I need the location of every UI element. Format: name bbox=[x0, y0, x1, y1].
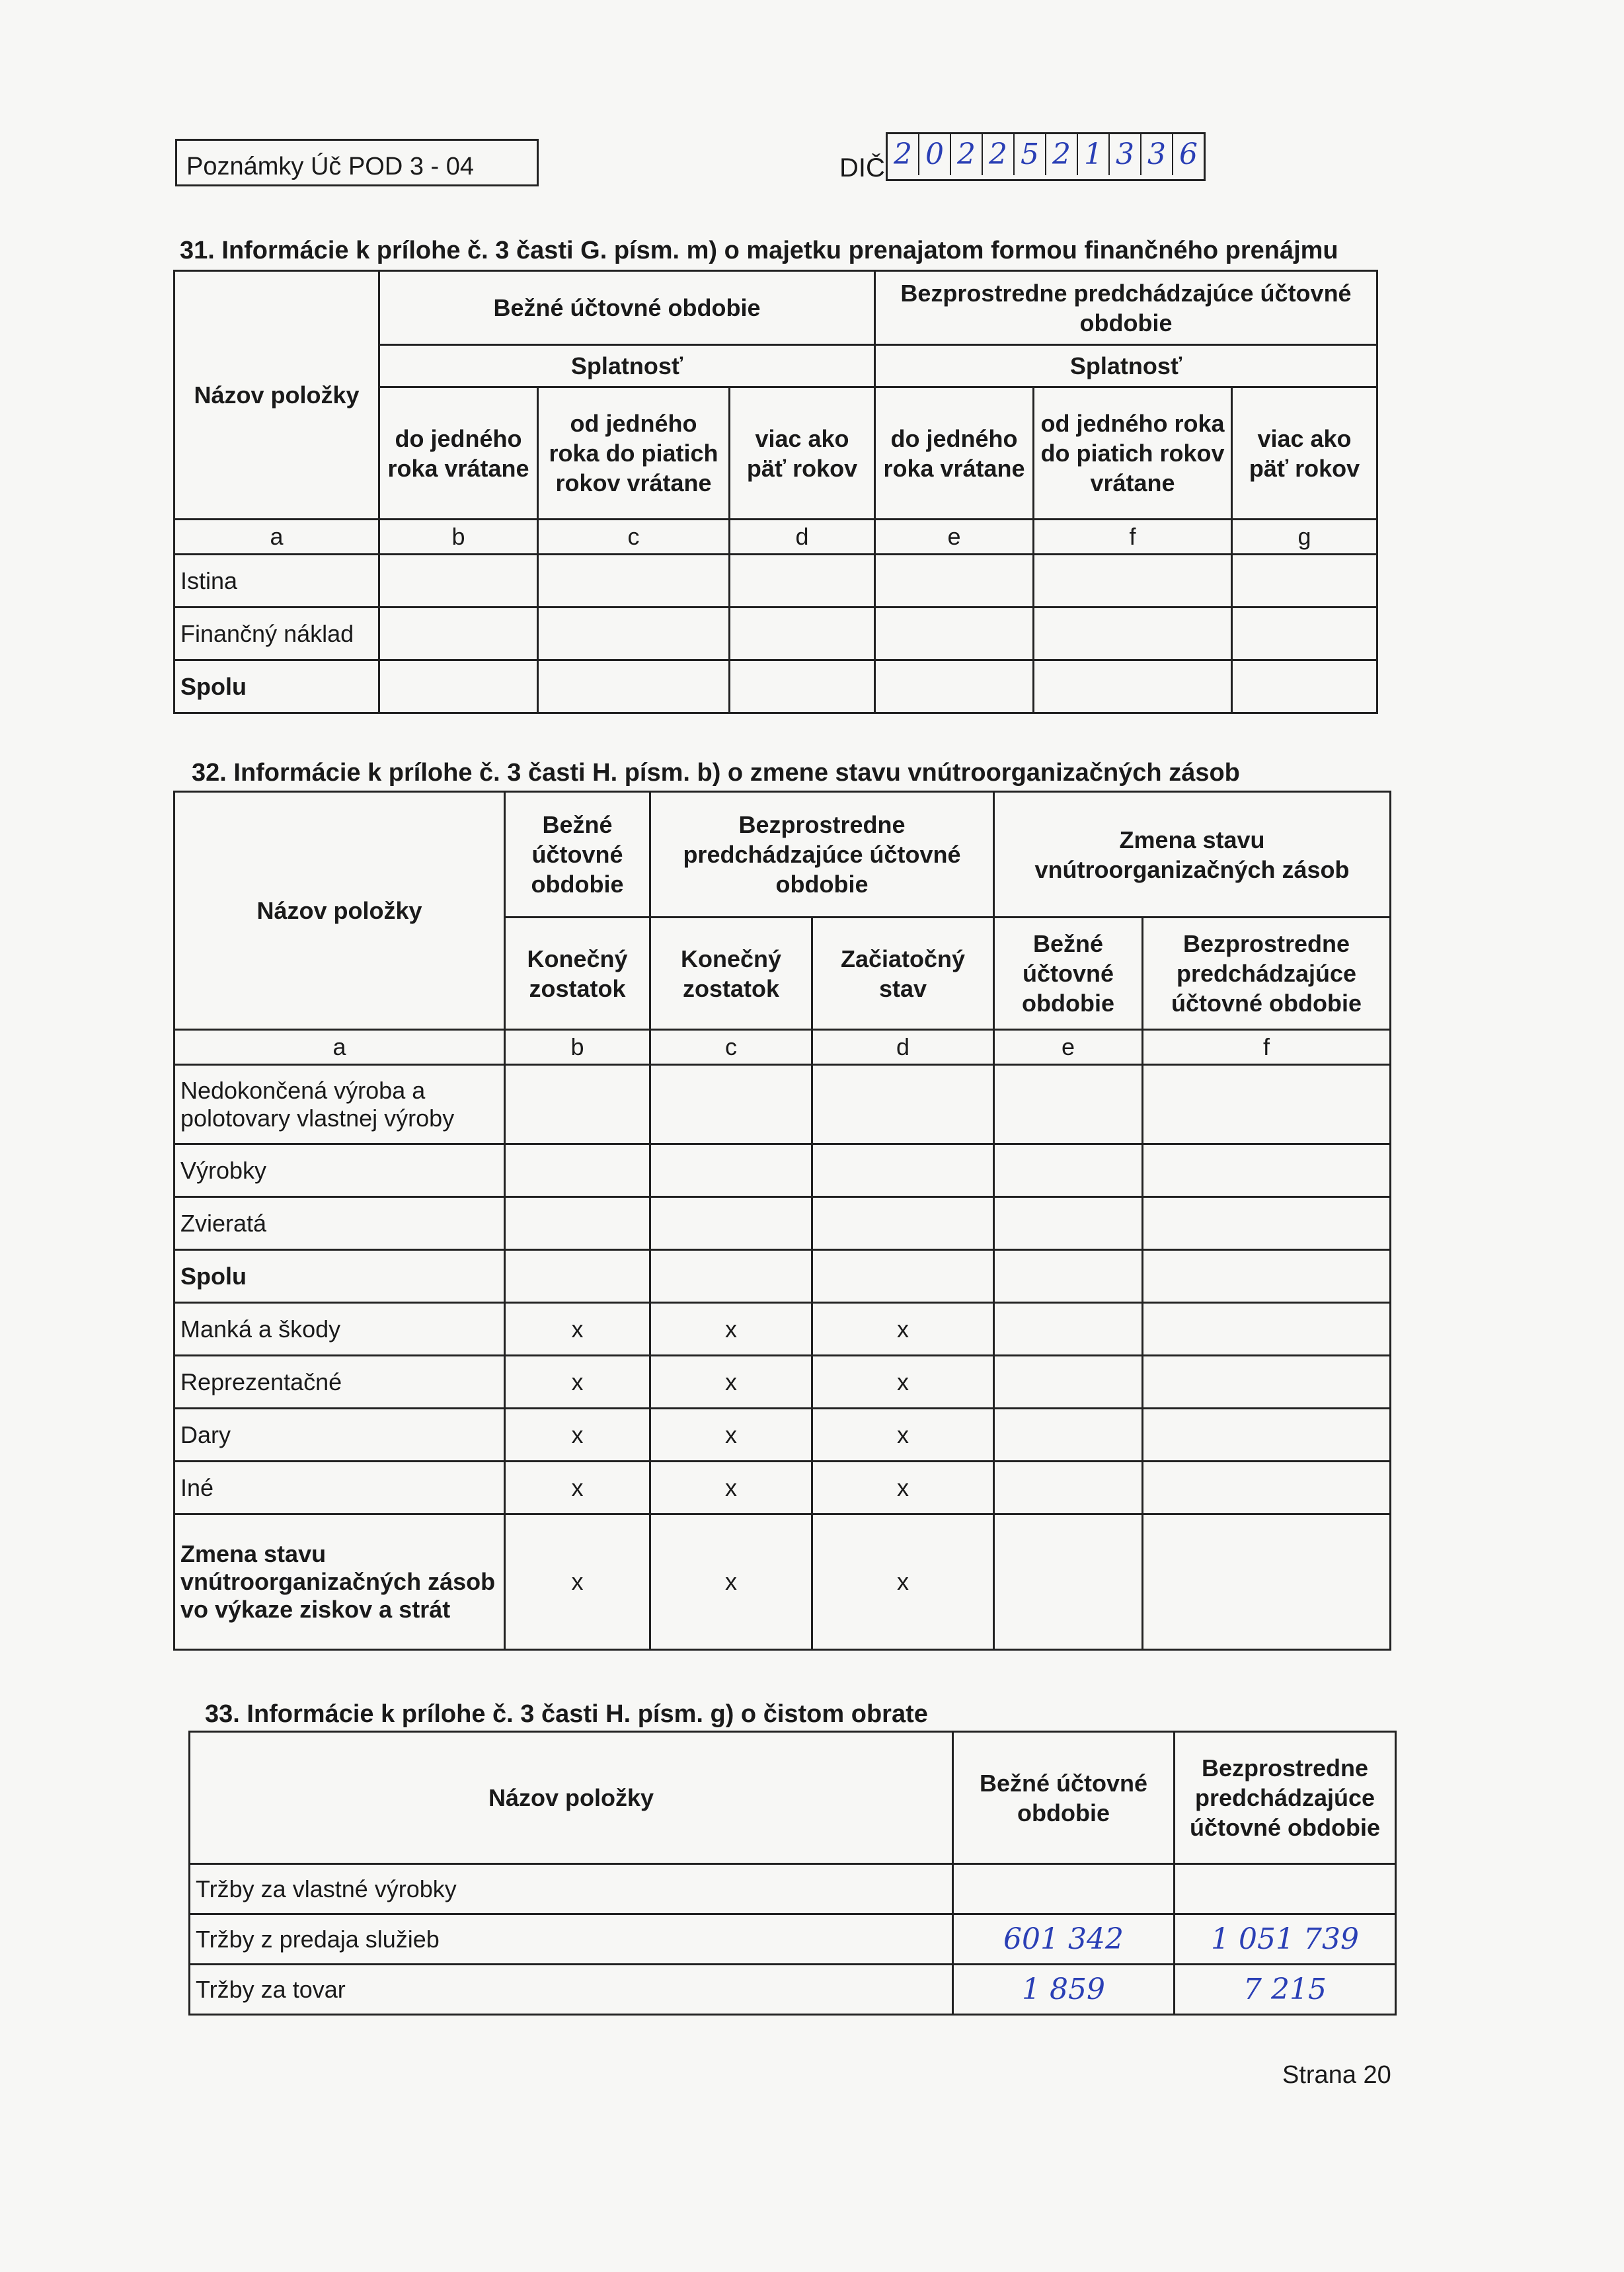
cell bbox=[650, 1144, 812, 1197]
maturity-header: Splatnosť bbox=[379, 345, 875, 387]
item-name-header: Názov položky bbox=[190, 1732, 953, 1864]
cell bbox=[1143, 1197, 1391, 1250]
item-name-label: Názov položky bbox=[194, 381, 360, 409]
table-row bbox=[174, 555, 1377, 607]
col-g-header: viac ako päť rokov bbox=[1232, 387, 1377, 520]
table-row bbox=[174, 1144, 1391, 1197]
cell bbox=[730, 660, 875, 713]
col-c-header: Konečný zostatok bbox=[650, 918, 812, 1030]
x-mark: x bbox=[505, 1409, 650, 1462]
cell bbox=[1143, 1514, 1391, 1650]
cell bbox=[875, 555, 1034, 607]
section-32-title: 32. Informácie k prílohe č. 3 časti H. písm. b) o zmene stavu vnútroorganizačných zásob bbox=[192, 759, 1240, 787]
col-b-header: Konečný zostatok bbox=[505, 918, 650, 1030]
col-e-header: do jedného roka vrátane bbox=[875, 387, 1034, 520]
dic-digit: 2 bbox=[951, 134, 983, 175]
row-label: Finančný náklad bbox=[174, 607, 379, 660]
dic-field bbox=[886, 132, 1206, 181]
row-label: Dary bbox=[174, 1409, 505, 1462]
row-label: Manká a škody bbox=[174, 1303, 505, 1356]
cell bbox=[730, 555, 875, 607]
table-row bbox=[174, 1462, 1391, 1514]
cell bbox=[1143, 1250, 1391, 1303]
cell bbox=[875, 660, 1034, 713]
dic-digit: 2 bbox=[983, 134, 1015, 175]
col-d-header: viac ako päť rokov bbox=[730, 387, 875, 520]
change-header: Zmena stavu vnútroorganizačných zásob bbox=[994, 792, 1391, 918]
previous-period-header: Bezprostredne predchádzajúce účtovné obdobie bbox=[650, 792, 994, 918]
cell bbox=[538, 660, 730, 713]
cell bbox=[505, 1144, 650, 1197]
x-mark: x bbox=[505, 1356, 650, 1409]
row-label: Spolu bbox=[174, 660, 379, 713]
cell bbox=[505, 1250, 650, 1303]
col-letter: e bbox=[994, 1030, 1143, 1065]
cell bbox=[379, 555, 538, 607]
cell bbox=[505, 1065, 650, 1144]
cell bbox=[994, 1514, 1143, 1650]
col-letter: b bbox=[505, 1030, 650, 1065]
table-row bbox=[174, 607, 1377, 660]
previous-period-header: Bezprostredne predchádzajúce účtovné obdobie bbox=[1175, 1732, 1396, 1864]
col-letter: a bbox=[174, 520, 379, 555]
table-row bbox=[174, 1250, 1391, 1303]
x-mark: x bbox=[650, 1356, 812, 1409]
cell bbox=[994, 1462, 1143, 1514]
x-mark: x bbox=[650, 1514, 812, 1650]
form-label: Poznámky Úč POD 3 - 04 bbox=[175, 139, 539, 186]
col-c-header: od jedného roka do piatich rokov vrátane bbox=[538, 387, 730, 520]
col-letter: d bbox=[812, 1030, 994, 1065]
cell bbox=[379, 660, 538, 713]
col-e-header: Bežné účtovné obdobie bbox=[994, 918, 1143, 1030]
item-name-header bbox=[174, 271, 379, 520]
previous-value bbox=[1175, 1864, 1396, 1914]
table-row bbox=[174, 1409, 1391, 1462]
row-label: Tržby za tovar bbox=[190, 1965, 953, 2015]
dic-digit: 5 bbox=[1015, 134, 1046, 175]
cell bbox=[994, 1303, 1143, 1356]
current-period-header: Bežné účtovné obdobie bbox=[379, 271, 875, 345]
table-row bbox=[174, 1356, 1391, 1409]
cell bbox=[994, 1197, 1143, 1250]
table-33 bbox=[188, 1731, 1397, 2016]
previous-value: 1 051 739 bbox=[1175, 1914, 1396, 1965]
page-number: Strana 20 bbox=[1282, 2061, 1391, 2089]
table-row bbox=[174, 1303, 1391, 1356]
row-label: Tržby za vlastné výrobky bbox=[190, 1864, 953, 1914]
maturity-header: Splatnosť bbox=[875, 345, 1377, 387]
cell bbox=[1143, 1409, 1391, 1462]
table-32 bbox=[173, 791, 1391, 1651]
cell bbox=[812, 1250, 994, 1303]
cell bbox=[994, 1065, 1143, 1144]
x-mark: x bbox=[812, 1356, 994, 1409]
dic-digit: 6 bbox=[1179, 137, 1198, 171]
previous-period-header: Bezprostredne predchádzajúce účtovné obdobie bbox=[875, 271, 1377, 345]
current-period-header: Bežné účtovné obdobie bbox=[953, 1732, 1175, 1864]
cell bbox=[650, 1065, 812, 1144]
dic-digit: 0 bbox=[919, 134, 951, 175]
cell bbox=[650, 1197, 812, 1250]
x-mark: x bbox=[505, 1462, 650, 1514]
cell bbox=[379, 607, 538, 660]
row-label: Tržby z predaja služieb bbox=[190, 1914, 953, 1965]
x-mark: x bbox=[812, 1462, 994, 1514]
cell bbox=[812, 1197, 994, 1250]
x-mark: x bbox=[505, 1303, 650, 1356]
current-period-header: Bežné účtovné obdobie bbox=[505, 792, 650, 918]
col-letter: e bbox=[875, 520, 1034, 555]
current-value: 1 859 bbox=[953, 1965, 1175, 2015]
cell bbox=[650, 1250, 812, 1303]
col-d-header: Začiatočný stav bbox=[812, 918, 994, 1030]
cell bbox=[1143, 1356, 1391, 1409]
x-mark: x bbox=[650, 1409, 812, 1462]
dic-digit: 1 bbox=[1078, 134, 1110, 175]
table-31 bbox=[173, 270, 1378, 714]
cell bbox=[505, 1197, 650, 1250]
cell bbox=[1232, 660, 1377, 713]
table-row bbox=[190, 1864, 1396, 1914]
col-f-header: Bezprostredne predchádzajúce účtovné obdobie bbox=[1143, 918, 1391, 1030]
table-row bbox=[190, 1914, 1396, 1965]
cell bbox=[1143, 1065, 1391, 1144]
col-letter: a bbox=[174, 1030, 505, 1065]
cell bbox=[812, 1065, 994, 1144]
current-value bbox=[953, 1864, 1175, 1914]
table-row bbox=[174, 660, 1377, 713]
row-label: Iné bbox=[174, 1462, 505, 1514]
cell bbox=[875, 607, 1034, 660]
x-mark: x bbox=[650, 1303, 812, 1356]
cell bbox=[1034, 660, 1232, 713]
table-row bbox=[174, 1065, 1391, 1144]
table-row bbox=[174, 1514, 1391, 1650]
cell bbox=[1143, 1144, 1391, 1197]
dic-label: DIČ bbox=[839, 153, 885, 182]
col-letter: g bbox=[1232, 520, 1377, 555]
cell bbox=[994, 1250, 1143, 1303]
cell bbox=[1232, 607, 1377, 660]
cell bbox=[812, 1144, 994, 1197]
cell bbox=[730, 607, 875, 660]
x-mark: x bbox=[650, 1462, 812, 1514]
col-letter: c bbox=[650, 1030, 812, 1065]
cell bbox=[994, 1144, 1143, 1197]
col-letter: c bbox=[538, 520, 730, 555]
cell bbox=[1034, 607, 1232, 660]
row-label: Istina bbox=[174, 555, 379, 607]
dic-digit: 2 bbox=[1046, 134, 1078, 175]
x-mark: x bbox=[812, 1303, 994, 1356]
row-label: Nedokončená výroba a polotovary vlastnej výroby bbox=[174, 1065, 505, 1144]
col-letter: d bbox=[730, 520, 875, 555]
row-label: Výrobky bbox=[174, 1144, 505, 1197]
dic-digit: 3 bbox=[1110, 134, 1141, 175]
col-f-header: od jedného roka do piatich rokov vrátane bbox=[1034, 387, 1232, 520]
previous-value: 7 215 bbox=[1175, 1965, 1396, 2015]
table-row bbox=[190, 1965, 1396, 2015]
cell bbox=[538, 555, 730, 607]
row-label: Spolu bbox=[174, 1250, 505, 1303]
current-value: 601 342 bbox=[953, 1914, 1175, 1965]
cell bbox=[1232, 555, 1377, 607]
cell bbox=[1034, 555, 1232, 607]
section-31-title: 31. Informácie k prílohe č. 3 časti G. písm. m) o majetku prenajatom formou finančného prenájmu bbox=[180, 237, 1338, 264]
col-letter: b bbox=[379, 520, 538, 555]
col-b-header: do jedného roka vrátane bbox=[379, 387, 538, 520]
col-letter: f bbox=[1034, 520, 1232, 555]
cell bbox=[994, 1356, 1143, 1409]
col-letter: f bbox=[1143, 1030, 1391, 1065]
row-label: Zmena stavu vnútroorganizačných zásob vo výkaze ziskov a strát bbox=[174, 1514, 505, 1650]
table-row bbox=[174, 1197, 1391, 1250]
item-name-header: Názov položky bbox=[174, 792, 505, 1030]
dic-digit: 3 bbox=[1141, 134, 1173, 175]
x-mark: x bbox=[505, 1514, 650, 1650]
row-label: Reprezentačné bbox=[174, 1356, 505, 1409]
section-33-title: 33. Informácie k prílohe č. 3 časti H. písm. g) o čistom obrate bbox=[205, 1700, 928, 1728]
cell bbox=[538, 607, 730, 660]
row-label: Zvieratá bbox=[174, 1197, 505, 1250]
x-mark: x bbox=[812, 1514, 994, 1650]
cell bbox=[1143, 1303, 1391, 1356]
cell bbox=[1143, 1462, 1391, 1514]
cell bbox=[994, 1409, 1143, 1462]
x-mark: x bbox=[812, 1409, 994, 1462]
dic-digit: 2 bbox=[888, 134, 919, 175]
